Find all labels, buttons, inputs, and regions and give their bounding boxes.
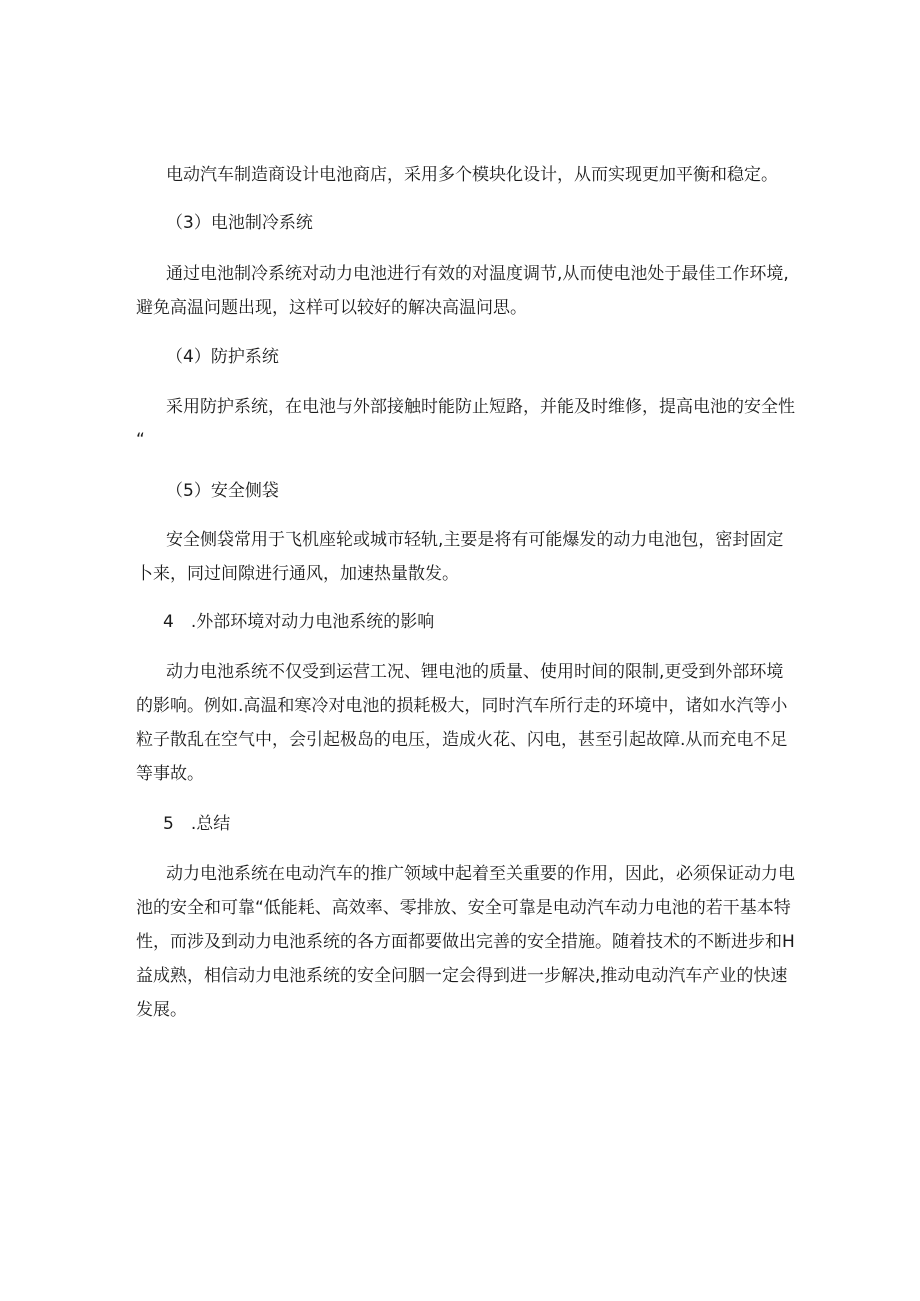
heading-protection-system: （4）防护系统 — [166, 347, 279, 367]
paragraph-environment-line-3: 粒子散乱在空气中，会引起极岛的电压，造成火花、闪电，甚至引起故障.从而充电不足 — [136, 730, 788, 750]
paragraph-cooling-line-2: 避免高温问题出现，这样可以较好的解决高温问思。 — [136, 298, 527, 318]
paragraph-environment-line-1: 动力电池系统不仅受到运营工况、锂电池的质量、使用时间的限制,更受到外部环境 — [166, 662, 784, 682]
paragraph-cooling-line-1: 通过电池制冷系统对动力电池进行有效的对温度调节,从而使电池处于最佳工作环境, — [166, 264, 789, 284]
paragraph-summary-line-5: 发展。 — [136, 1000, 187, 1020]
paragraph-environment-line-4: 等事故。 — [136, 764, 204, 784]
paragraph-summary-line-2: 池的安全和可靠“低能耗、高效率、零排放、安全可靠是电动汽车动力电池的若干基本特 — [136, 898, 791, 918]
paragraph-summary-line-3: 性，而涉及到动力电池系统的各方面都要做出完善的安全措施。随着技术的不断进步和H — [136, 932, 795, 952]
paragraph-sidebag-line-2: 卜来，同过间隙进行通风，加速热量散发。 — [136, 564, 459, 584]
paragraph-summary-line-1: 动力电池系统在电动汽车的推广领域中起着至关重要的作用，因此，必须保证动力电 — [166, 864, 795, 884]
heading-battery-cooling-system: （3）电池制冷系统 — [166, 213, 313, 233]
paragraph-environment-line-2: 的影响。例如.高温和寒冷对电池的损耗极大，同时汽车所行走的环境中，诸如水汽等小 — [136, 696, 788, 716]
paragraph-summary-line-4: 益成熟，相信动力电池系统的安全问胭一定会得到进一步解决,推动电动汽车产业的快速 — [136, 966, 788, 986]
heading-safety-side-bag: （5）安全侧袋 — [166, 481, 279, 501]
section-heading-summary: 5 .总结 — [163, 814, 231, 834]
paragraph-protection-line-1: 采用防护系统，在电池与外部接触时能防止短路，并能及时维修，提高电池的安全性 — [166, 397, 795, 417]
paragraph-modular-design: 电动汽车制造商设计电池商店，采用多个模块化设计，从而实现更加平衡和稳定。 — [166, 165, 778, 185]
paragraph-protection-line-2: “ — [136, 430, 145, 450]
section-heading-external-environment: 4 .外部环境对动力电池系统的影响 — [163, 612, 435, 632]
paragraph-sidebag-line-1: 安全侧袋常用于飞机座轮或城市轻轨,主要是将有可能爆发的动力电池包，密封固定 — [166, 530, 784, 550]
